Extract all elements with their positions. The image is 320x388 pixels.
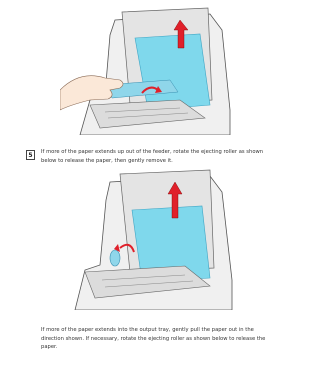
illustration-remove-paper-from-output-tray [60,160,250,310]
illustration-remove-paper-from-feeder [60,0,250,135]
text-line: paper. [41,344,58,350]
text-line: If more of the paper extends into the output tray, gently pull the paper out in the [41,327,254,333]
text-line: below to release the paper, then gently remove it. [41,157,173,164]
text-line: direction shown. If necessary, rotate the ejecting roller as shown below to release the [41,335,266,342]
step-number-marker: 5 [26,150,35,160]
note-instruction-text [41,326,281,352]
text-line: If more of the paper extends up out of the feeder, rotate the ejecting roller as shown [41,149,264,155]
